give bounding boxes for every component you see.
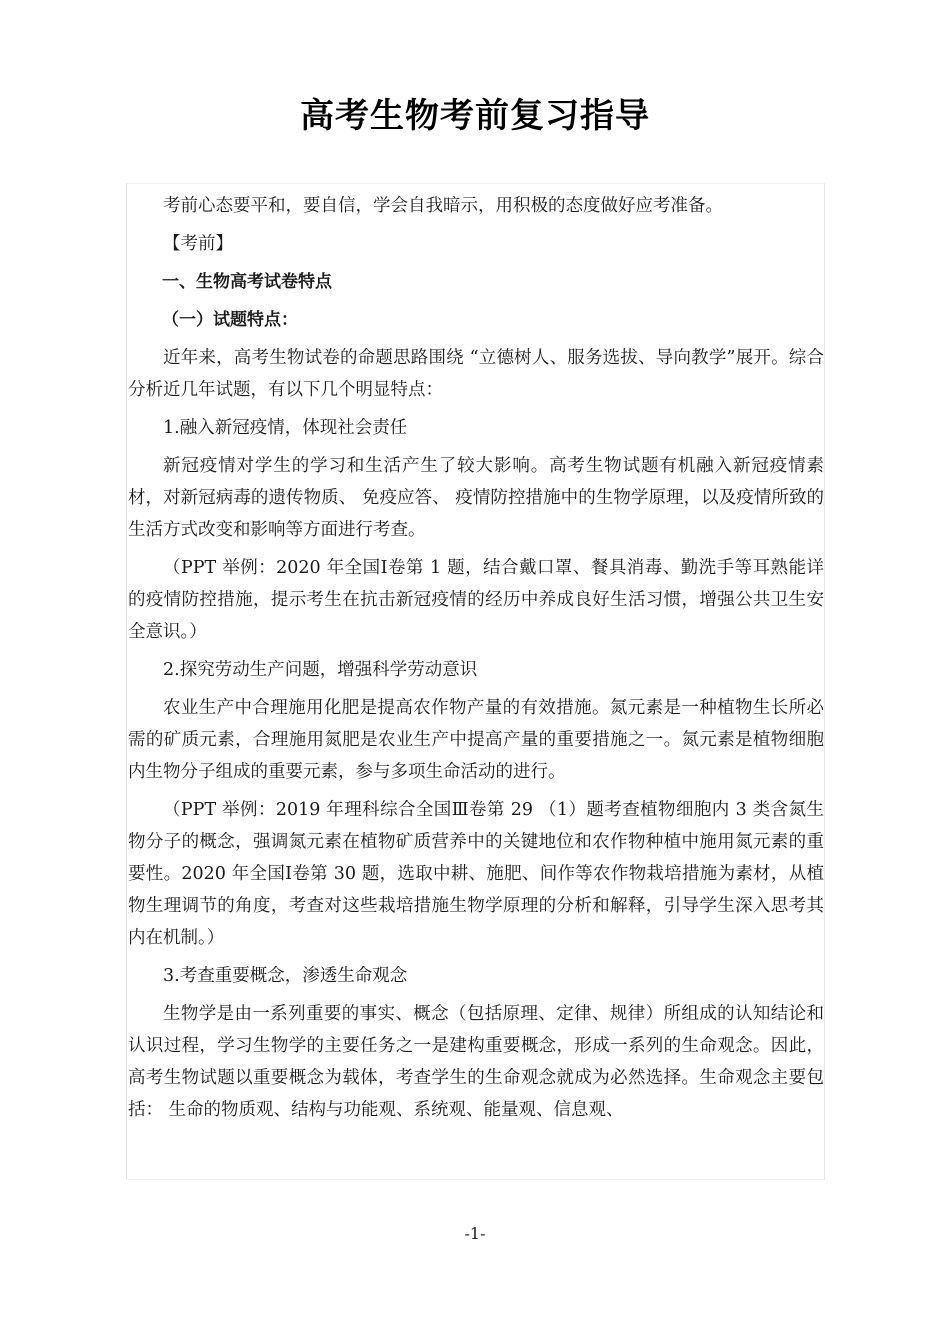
paragraph-point-3: 生物学是由一系列重要的事实、概念（包括原理、定律、规律）所组成的认知结论和认识过程，学习生物学的主要任务之一是建构重要概念，形成一系列的生命观念。因此，高考生物试题以重要概念为载体，考查学生的生命观念就成为必然选择。生命观念主要包括： 生命的物质观、结构与功能观、系统观、能量观、信息观、 <box>128 1004 824 1120</box>
point-heading-1: 1.融入新冠疫情，体现社会责任 <box>163 418 408 438</box>
section-label: 【考前】 <box>163 234 233 254</box>
paragraph-point-2: 农业生产中合理施用化肥是提高农作物产量的有效措施。氮元素是一种植物生长所必需的矿质元素，合理施用氮肥是农业生产中提高产量的重要措施之一。氮元素是植物细胞内生物分子组成的重要元素，参与多项生命活动的进行。 <box>128 698 824 782</box>
paragraph-intro: 考前心态要平和，要自信，学会自我暗示，用积极的态度做好应考准备。 <box>163 196 723 216</box>
paragraph-point-1: 新冠疫情对学生的学习和生活产生了较大影响。高考生物试题有机融入新冠疫情素材，对新冠病毒的遗传物质、 免疫应答、 疫情防控措施中的生物学原理，以及疫情所致的生活方式改变和影响等方面进行考查。 <box>128 456 824 540</box>
point-heading-2: 2.探究劳动生产问题，增强科学劳动意识 <box>163 660 478 680</box>
heading-level-2: （一）试题特点： <box>162 310 298 330</box>
heading-level-1: 一、生物高考试卷特点 <box>162 272 332 292</box>
example-point-1: （PPT 举例：2020 年全国Ⅰ卷第 1 题，结合戴口罩、餐具消毒、勤洗手等耳熟能详的疫情防控措施，提示考生在抗击新冠疫情的经历中养成良好生活习惯，增强公共卫生安全意识。） <box>128 558 824 642</box>
document-title: 高考生物考前复习指导 <box>300 96 650 136</box>
example-point-2: （PPT 举例：2019 年理科综合全国Ⅲ卷第 29 （1）题考查植物细胞内 3 类含氮生物分子的概念，强调氮元素在植物矿质营养中的关键地位和农作物种植中施用氮元素的重要性。2020 年全国Ⅰ卷第 30 题，选取中耕、施肥、间作等农作物栽培措施为素材，从植物生理调节的角度，考查对这些栽培措施生物学原理的分析和解释，引导学生深入思考其内在机制。） <box>128 800 824 948</box>
document-body <box>128 190 824 1126</box>
page-number: -1- <box>464 1224 486 1243</box>
point-heading-3: 3.考查重要概念，渗透生命观念 <box>163 966 408 986</box>
paragraph-overview: 近年来，高考生物试卷的命题思路围绕 “立德树人、服务选拔、导向教学”展开。综合分析近几年试题，有以下几个明显特点： <box>128 348 824 400</box>
